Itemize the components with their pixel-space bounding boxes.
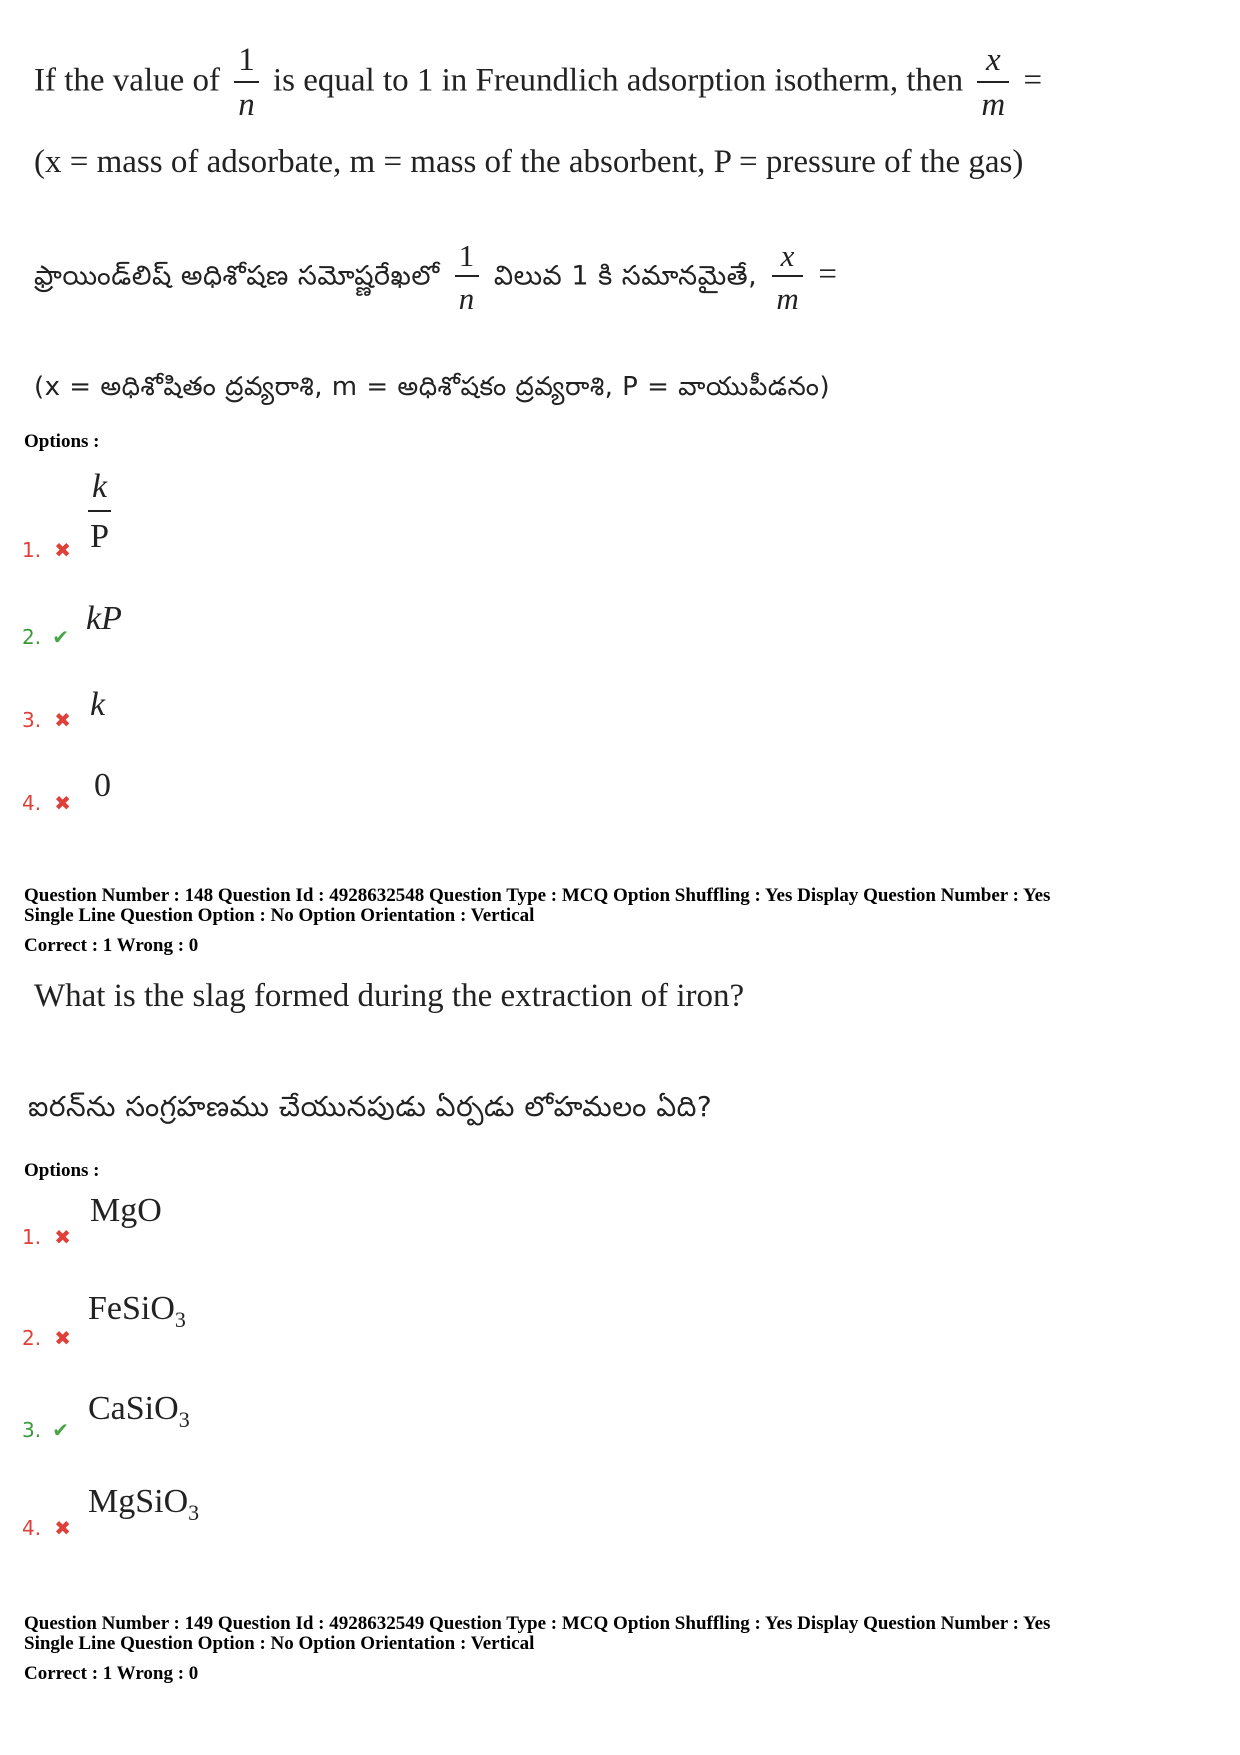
q147-telugu-line1 (34, 240, 837, 314)
x-over-m-fraction (977, 44, 1009, 122)
fraction-numerator: k (92, 468, 108, 505)
option-number: 4. (22, 791, 42, 815)
option-3-value: k (90, 686, 106, 723)
q147-en-text-pre: If the value of (34, 62, 220, 99)
cross-icon: ✖ (54, 1326, 71, 1350)
option-number: 1. (22, 1225, 42, 1249)
option-4-value: 0 (94, 767, 111, 804)
cross-icon: ✖ (54, 708, 71, 732)
options-label: Options : (24, 431, 100, 452)
option-number: 3. (22, 1418, 42, 1442)
q147-english-line1 (34, 44, 1042, 122)
q147-english-line2: (x = mass of adsorbate, m = mass of the absorbent, P = pressure of the gas) (34, 144, 1024, 180)
fraction-numerator: x (986, 42, 1001, 78)
option-1-value (88, 468, 111, 554)
fraction-denominator: P (90, 518, 109, 555)
cross-icon: ✖ (54, 538, 71, 562)
q148-telugu-text: ఐరన్‌ను సంగ్రహణము చేయునపుడు ఏర్పడు లోహమలం ఏది? (28, 1090, 713, 1123)
fraction-numerator: 1 (458, 238, 475, 273)
option-4[interactable] (22, 1516, 71, 1540)
option-number: 2. (22, 1326, 42, 1350)
fraction-denominator: m (776, 281, 800, 316)
formula: MgSiO (88, 1483, 189, 1520)
option-3[interactable] (22, 708, 71, 732)
option-1[interactable] (22, 538, 71, 562)
q149-meta-line3: Correct : 1 Wrong : 0 (24, 1663, 199, 1684)
options-label: Options : (24, 1160, 100, 1181)
option-2[interactable] (22, 1326, 71, 1350)
q149-meta-line2: Single Line Question Option : No Option Orientation : Vertical (24, 1633, 535, 1654)
cross-icon: ✖ (54, 1516, 71, 1540)
option-number: 2. (22, 625, 42, 649)
equals-sign: = (1023, 62, 1043, 99)
option-2-value: kP (86, 600, 122, 637)
x-over-m-fraction-te (772, 240, 803, 314)
subscript: 3 (174, 1307, 186, 1332)
option-4-value (88, 1483, 199, 1526)
q148-meta-line3: Correct : 1 Wrong : 0 (24, 935, 199, 956)
q149-meta-line1: Question Number : 149 Question Id : 4928632549 Question Type : MCQ Option Shuffling : Yes Display Question Number : Yes (24, 1613, 1051, 1634)
cross-icon: ✖ (54, 791, 71, 815)
option-number: 3. (22, 708, 42, 732)
q147-te-text-pre: ఫ్రాయిండ్‌లిష్ అధిశోషణ సమోష్ణరేఖలో (34, 260, 440, 292)
check-icon: ✔ (52, 1418, 69, 1442)
subscript: 3 (188, 1500, 200, 1525)
equals-sign: = (818, 256, 838, 293)
cross-icon: ✖ (54, 1225, 71, 1249)
q148-meta-line2: Single Line Question Option : No Option Orientation : Vertical (24, 905, 535, 926)
option-4[interactable] (22, 791, 71, 815)
fraction-denominator: m (981, 87, 1006, 123)
check-icon: ✔ (52, 625, 69, 649)
fraction-numerator: 1 (238, 42, 255, 78)
q147-te-text-mid: విలువ 1 కి సమానమైతే, (493, 260, 758, 292)
formula: FeSiO (88, 1290, 175, 1327)
option-3-value (88, 1390, 190, 1433)
formula: CaSiO (88, 1390, 179, 1427)
option-2-value (88, 1290, 186, 1333)
one-over-n-fraction (234, 44, 259, 122)
one-over-n-fraction-te (455, 240, 479, 314)
option-1-value (90, 1192, 162, 1235)
fraction-denominator: n (238, 87, 255, 123)
option-3[interactable] (22, 1418, 69, 1442)
option-2[interactable] (22, 625, 69, 649)
q147-en-text-mid: is equal to 1 in Freundlich adsorption isotherm, then (273, 62, 964, 99)
q148-english-text: What is the slag formed during the extraction of iron? (34, 978, 745, 1014)
option-1[interactable] (22, 1225, 71, 1249)
fraction-denominator: n (458, 281, 475, 316)
q147-telugu-line2: (x = అధిశోషితం ద్రవ్యరాశి, m = అధిశోషకం ద్రవ్యరాశి, P = వాయుపీడనం) (34, 372, 831, 402)
q148-meta-line1: Question Number : 148 Question Id : 4928632548 Question Type : MCQ Option Shuffling : Yes Display Question Number : Yes (24, 885, 1051, 906)
formula: MgO (90, 1192, 162, 1229)
option-number: 1. (22, 538, 42, 562)
fraction-numerator: x (780, 238, 795, 273)
option-number: 4. (22, 1516, 42, 1540)
subscript: 3 (178, 1407, 190, 1432)
